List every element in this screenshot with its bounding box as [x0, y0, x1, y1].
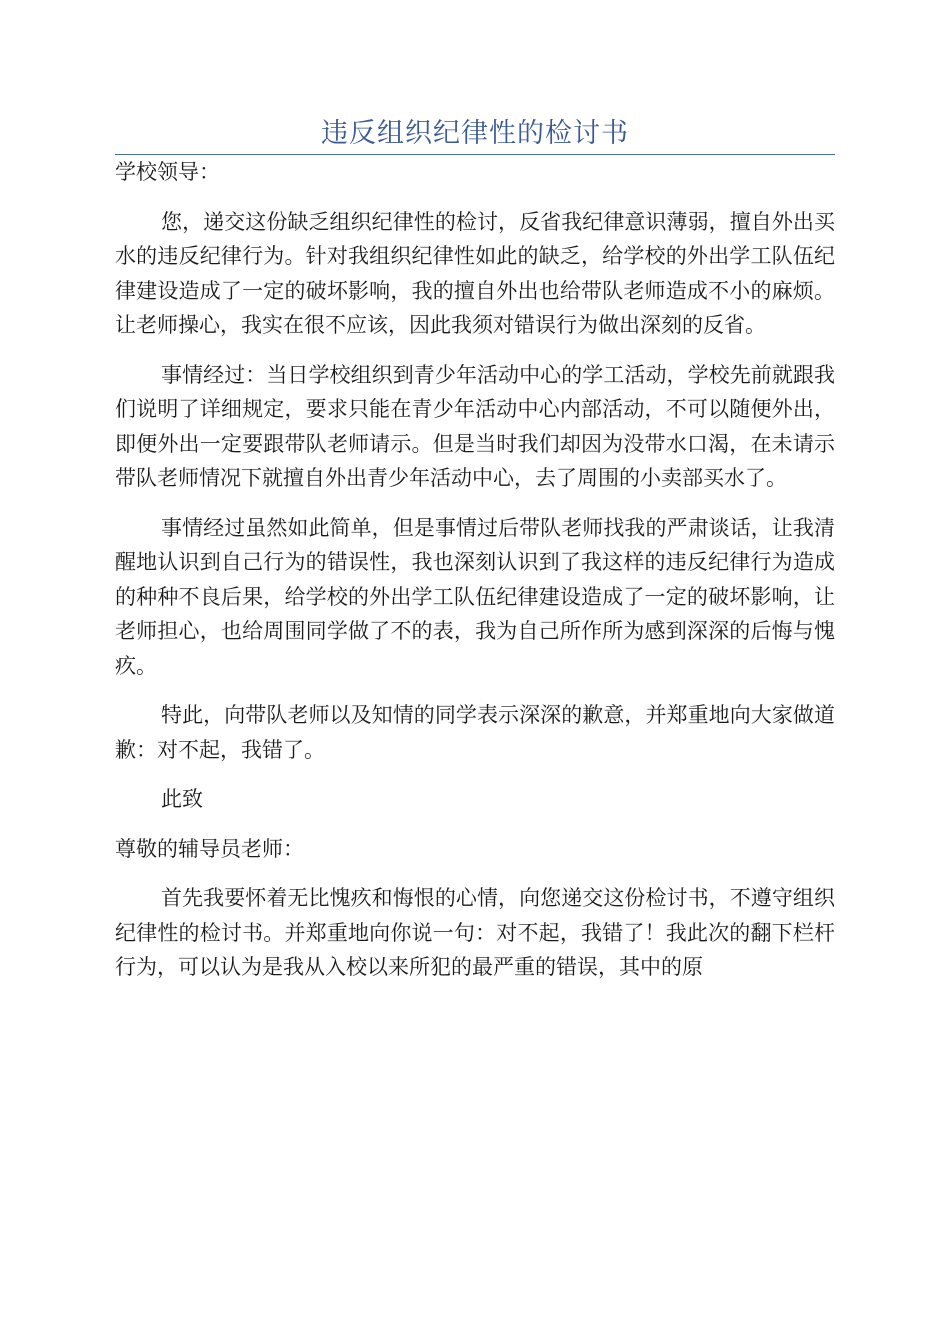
paragraph-apology: 特此，向带队老师以及知情的同学表示深深的歉意，并郑重地向大家做道歉：对不起，我错了。	[115, 703, 835, 762]
paragraph-reflection: 事情经过虽然如此简单，但是事情过后带队老师找我的严肃谈话，让我清醒地认识到自己行为的错误性，我也深刻认识到了我这样的违反纪律行为造成的种种不良后果，给学校的外出学工队伍纪律建设造成了一定的破坏影响，让老师担心，也给周围同学做了不的表，我为自己所作所为感到深深的后悔与愧疚。	[115, 515, 835, 678]
paragraph-intro: 您，递交这份缺乏组织纪律性的检讨，反省我纪律意识薄弱，擅自外出买水的违反纪律行为。针对我组织纪律性如此的缺乏，给学校的外出学工队伍纪律建设造成了一定的破坏影响，我的擅自外出也给带队老师造成不小的麻烦。让老师操心，我实在很不应该，因此我须对错误行为做出深刻的反省。	[115, 209, 835, 337]
document-title: 违反组织纪律性的检讨书	[321, 118, 629, 149]
paragraph-incident: 事情经过：当日学校组织到青少年活动中心的学工活动，学校先前就跟我们说明了详细规定，要求只能在青少年活动中心内部活动，不可以随便外出，即便外出一定要跟带队老师请示。但是当时我们却因为没带水口渴，在未请示带队老师情况下就擅自外出青少年活动中心，去了周围的小卖部买水了。	[115, 362, 835, 490]
salutation-school: 学校领导：	[115, 160, 220, 184]
paragraph-second-letter: 首先我要怀着无比愧疚和悔恨的心情，向您递交这份检讨书，不遵守组织纪律性的检讨书。并郑重地向你说一句：对不起，我错了！我此次的翻下栏杆行为，可以认为是我从入校以来所犯的最严重的错误，其中的原	[115, 886, 835, 979]
salutation-counselor: 尊敬的辅导员老师：	[115, 836, 304, 861]
paragraph-closing: 此致	[161, 787, 203, 811]
document-body	[115, 151, 835, 985]
